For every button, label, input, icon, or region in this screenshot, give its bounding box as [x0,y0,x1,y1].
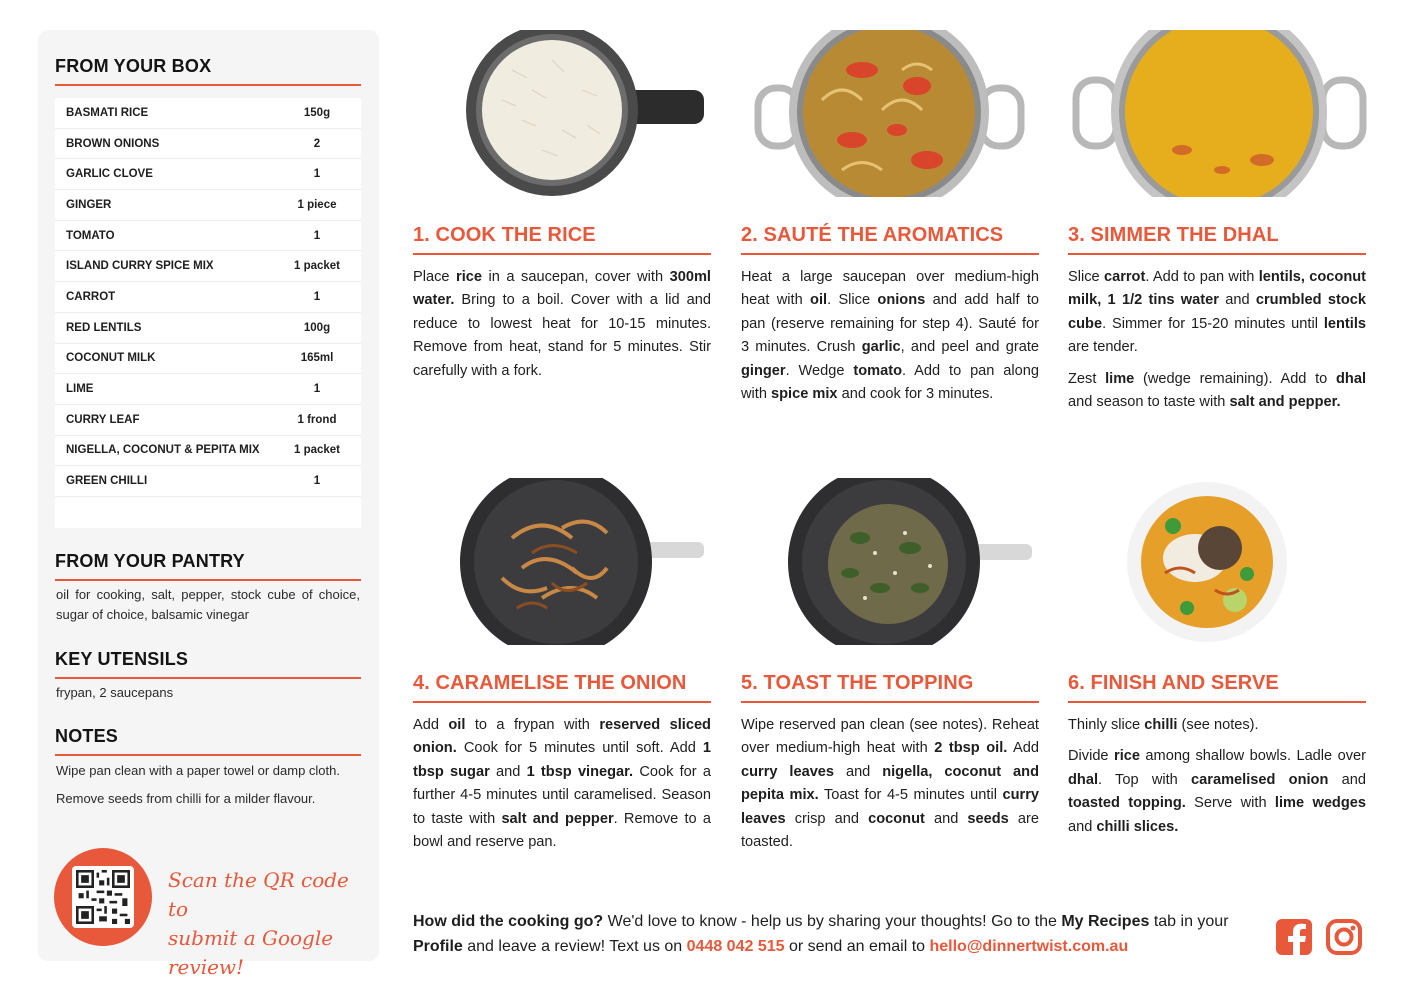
step-text: and [1328,771,1367,788]
ingredient-name: COCONUT MILK [66,352,156,365]
step-2-title: 2. SAUTÉ THE AROMATICS [741,224,1039,255]
step-paragraph [741,266,1039,406]
step-text: . Add to pan along with [741,362,1040,403]
step-6-title: 6. FINISH AND SERVE [1068,672,1366,703]
bold-ingredient: curry leaves [741,763,835,780]
qr-review-prompt [168,866,368,982]
ingredient-name: BASMATI RICE [66,106,149,119]
step-3-body [1068,266,1366,414]
qr-code-badge[interactable] [54,848,152,946]
ingredient-qty: 2 [313,137,321,150]
ingredient-name: BROWN ONIONS [66,137,160,150]
feedback-footer [413,909,1263,959]
step-text: Cook for a further 4-5 minutes until caramelised. Season to taste with [413,763,711,827]
sidebar [38,30,379,979]
step-text: are toasted. [741,810,1039,851]
note-1: Wipe pan clean with a paper towel or damp cloth. [56,763,340,778]
step-text: in a saucepan, cover with [482,269,670,285]
step-1-image [432,30,704,197]
bold-ingredient: toasted topping. [1068,795,1186,812]
step-text: and cook for 3 minutes. [837,386,994,403]
bold-ingredient: crumbled stock cube [1068,292,1366,332]
ingredient-qty: 1 [313,475,321,488]
ingredient-row [55,98,361,129]
bold-ingredient: ginger [741,362,786,379]
bold-ingredient: onions [877,292,926,309]
from-your-box-heading: FROM YOUR BOX [55,56,361,86]
bold-ingredient: tomato [853,362,903,379]
step-paragraph [1068,745,1366,839]
step-text: and [489,763,527,780]
ingredient-row [55,221,361,252]
profile-link[interactable]: Profile [413,938,463,955]
step-3-image [1072,30,1367,197]
bold-ingredient: spice mix [771,386,838,403]
step-text: . Wedge [785,362,854,379]
step-5-title: 5. TOAST THE TOPPING [741,672,1039,703]
step-text: Thinly slice [1068,717,1145,733]
bold-ingredient: chilli [1144,717,1178,733]
ingredient-row [55,129,361,160]
footer-text-2: tab in your [1149,913,1229,930]
step-paragraph [1068,368,1366,415]
ingredients-table [55,98,361,528]
step-paragraph [413,266,711,383]
step-paragraph [741,714,1039,854]
step-5-image [780,478,1032,645]
bold-ingredient: carrot [1103,269,1146,285]
step-text: . Remove to a bowl and reserve pan. [413,810,711,851]
ingredient-row [55,251,361,282]
bold-ingredient: 1 tbsp sugar [413,740,711,780]
ingredient-qty: 100g [303,321,331,334]
step-paragraph [1068,266,1366,360]
ingredient-row [55,313,361,344]
key-utensils-heading: KEY UTENSILS [55,649,361,679]
ingredient-qty: 1 [313,229,321,242]
step-text: among shallow bowls. Ladle over [1139,748,1367,765]
step-2-image [752,30,1027,197]
step-text: Wipe reserved pan clean (see notes). Reheat over medium-high heat with [741,717,1039,757]
bold-ingredient: 2 tbsp oil. [934,740,1008,757]
note-2: Remove seeds from chilli for a milder flavour. [56,791,316,806]
footer-text-3: and leave a review! Text us on [462,938,687,955]
step-4-title: 4. CARAMELISE THE ONION [413,672,711,703]
step-text: Place [413,269,457,285]
step-1-title: 1. COOK THE RICE [413,224,711,255]
step-text: and [1218,292,1256,309]
ingredient-name: LIME [66,383,94,396]
ingredient-row [55,159,361,190]
bold-ingredient: lentils, coconut milk, 1 1/2 tins water [1068,269,1367,309]
step-text: Serve with [1185,795,1275,812]
ingredient-name: NIGELLA, COCONUT & PEPITA MIX [66,444,260,457]
bold-ingredient: oil [810,292,828,309]
step-text: . Simmer for 15-20 minutes until [1102,315,1324,332]
instagram-icon[interactable] [1325,918,1363,956]
ingredient-row [55,190,361,221]
step-text: are tender. [1068,339,1138,356]
bold-ingredient: lime [1105,370,1135,387]
step-4-body [413,714,711,854]
phone-link[interactable]: 0448 042 515 [686,938,785,955]
step-6-body [1068,714,1366,839]
ingredient-row [55,405,361,436]
step-text: crisp and [785,810,869,827]
ingredient-name: CARROT [66,290,116,303]
step-text: Divide [1068,748,1115,765]
ingredient-row [55,282,361,313]
step-1-body [413,266,711,383]
step-text: and season to taste with [1068,394,1230,411]
bold-ingredient: salt and pepper. [1229,394,1341,411]
utensils-text: frypan, 2 saucepans [56,685,174,700]
bold-ingredient: garlic [861,339,901,356]
bold-ingredient: salt and pepper [501,810,614,827]
ingredient-name: CURRY LEAF [66,413,140,426]
ingredient-row [55,466,361,497]
bold-ingredient: dhal [1068,771,1098,788]
ingredient-name: GREEN CHILLI [66,475,148,488]
step-3-title: 3. SIMMER THE DHAL [1068,224,1366,255]
step-text: Zest [1068,370,1106,387]
step-6-image [1125,478,1290,645]
step-text: and add half to pan (reserve remaining for step 4). Sauté for 3 minutes. Crush [741,292,1039,356]
qr-line-1: Scan the QR code to [168,868,349,921]
ingredient-qty: 1 [313,383,321,396]
bold-ingredient: reserved sliced onion. [413,717,711,757]
footer-text-1: We'd love to know - help us by sharing your thoughts! Go to the [603,913,1062,930]
bold-ingredient: nigella, coconut and pepita mix. [741,763,1039,804]
step-2-body [741,266,1039,406]
step-text: (see notes). [1177,717,1259,733]
bold-ingredient: lime wedges [1274,795,1366,812]
ingredient-qty: 1 [313,168,321,181]
ingredient-name: GARLIC CLOVE [66,168,153,181]
ingredient-name: ISLAND CURRY SPICE MIX [66,260,214,273]
step-text: Bring to a boil. Cover with a lid and reduce to lowest heat for 10-15 minutes. Remove from heat, stand for 5 minutes. Stir carefully with a fork. [413,292,711,379]
step-text: . Add to pan with [1145,269,1259,285]
ingredient-name: RED LENTILS [66,321,142,334]
step-5-body [741,714,1039,854]
ingredient-row [55,374,361,405]
bold-ingredient: chilli slices. [1096,818,1179,835]
step-text: Add [413,717,449,733]
ingredient-name: TOMATO [66,229,115,242]
bold-ingredient: oil [448,717,466,733]
step-text: . Top with [1098,771,1192,788]
footer-text-4: or send an email to [784,938,930,955]
step-text: and [834,763,883,780]
bold-ingredient: 300ml water. [413,269,711,309]
bold-ingredient: rice [1114,748,1140,765]
ingredient-qty: 150g [303,106,331,119]
step-text: to a frypan with [465,717,600,733]
step-text: (wedge remaining). Add to [1134,370,1337,387]
qr-line-2: submit a Google review! [168,926,334,979]
step-text: and [1068,818,1097,835]
bold-ingredient: rice [456,269,482,285]
bold-ingredient: coconut [868,810,925,827]
qr-code-icon [72,866,134,928]
bold-ingredient: caramelised onion [1191,771,1329,788]
ingredient-name: GINGER [66,198,112,211]
step-4-image [452,478,704,645]
ingredient-row [55,436,361,467]
bold-ingredient: dhal [1336,370,1367,387]
ingredient-qty: 1 piece [297,198,337,211]
step-text: Cook for 5 minutes until soft. Add [456,740,703,757]
footer-question: How did the cooking go? [413,913,604,930]
step-paragraph [413,714,711,854]
email-link[interactable]: hello@dinnertwist.com.au [929,938,1129,955]
step-text: Add [1007,740,1040,757]
ingredient-qty: 1 packet [293,260,341,273]
notes-heading: NOTES [55,726,361,756]
step-text: , and peel and grate [900,339,1039,356]
bold-ingredient: seeds [967,810,1009,827]
ingredient-qty: 1 packet [293,444,341,457]
ingredient-row [55,344,361,375]
bold-ingredient: 1 tbsp vinegar. [526,763,634,780]
step-text: . Slice [827,292,878,309]
bold-ingredient: lentils [1323,315,1366,332]
ingredient-qty: 1 [313,290,321,303]
facebook-icon[interactable] [1275,918,1313,956]
ingredient-qty: 165ml [300,352,334,365]
from-your-pantry-heading: FROM YOUR PANTRY [55,551,361,581]
pantry-text: oil for cooking, salt, pepper, stock cube of choice, sugar of choice, balsamic vinegar [56,587,360,622]
step-text: Slice [1068,269,1104,285]
step-text: Toast for 4-5 minutes until [818,787,1003,804]
ingredient-qty: 1 frond [297,413,337,426]
step-paragraph [1068,714,1366,737]
my-recipes-link[interactable]: My Recipes [1061,913,1150,930]
step-text: and [924,810,968,827]
step-text: Heat a large saucepan over medium-high heat with [741,269,1039,309]
bold-ingredient: curry leaves [741,787,1039,827]
